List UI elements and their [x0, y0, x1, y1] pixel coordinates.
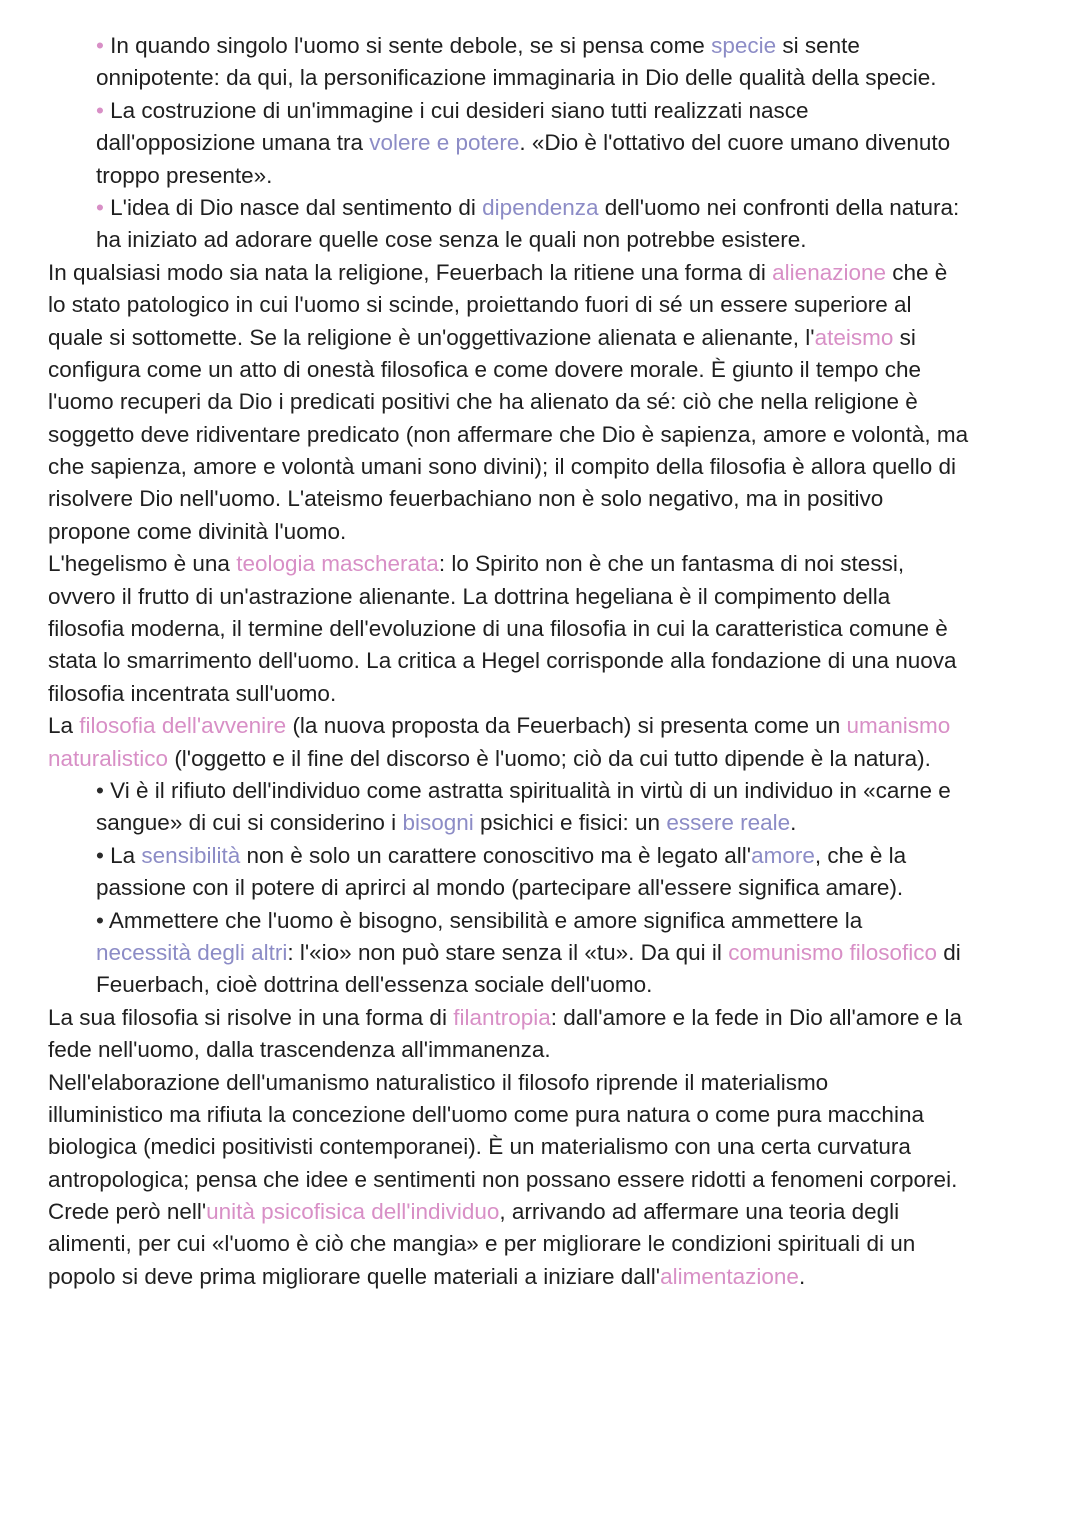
highlight-term: filosofia dell'avvenire [79, 713, 287, 739]
text-segment: . «Dio è l'ottativo del cuore umano divenuto [519, 130, 951, 156]
bullet-line [48, 775, 1032, 807]
document-body [48, 30, 1032, 1293]
highlight-term: necessità degli altri [96, 939, 288, 965]
highlight-term: specie [711, 33, 777, 58]
bullet-marker: • [96, 97, 111, 123]
highlight-term: alienazione [772, 259, 887, 285]
text-line [48, 1261, 1032, 1293]
text-segment: La sua filosofia si risolve in una forma di [48, 1004, 454, 1030]
text-segment: La costruzione di un'immagine i cui desideri siano tutti realizzati nasce [110, 97, 809, 123]
highlight-term: teologia mascherata [236, 551, 439, 577]
text-line [48, 613, 1032, 645]
text-line [48, 1067, 1032, 1099]
text-segment: L'idea di Dio nasce dal sentimento di [110, 194, 483, 220]
text-segment: stata lo smarrimento dell'uomo. La critica a Hegel corrisponde alla fondazione di una nuova [48, 648, 957, 674]
text-segment: quale si sottomette. Se la religione è un'oggettivazione alienata e alienante, l' [48, 324, 815, 350]
text-segment: dall'opposizione umana tra [96, 130, 370, 156]
text-segment: non è solo un carattere conoscitivo ma è legato all' [240, 842, 752, 868]
text-segment: (l'oggetto e il fine del discorso è l'uomo; ciò da cui tutto dipende è la natura). [168, 745, 931, 771]
text-segment: Ammettere che l'uomo è bisogno, sensibilità e amore significa ammettere la [108, 907, 863, 933]
highlight-term: essere reale [666, 810, 791, 836]
bullet-line [48, 30, 1032, 62]
text-segment: . [798, 1263, 806, 1289]
text-line [48, 257, 1032, 289]
text-line [48, 516, 1032, 548]
text-segment: Vi è il rifiuto dell'individuo come astratta spiritualità in virtù di un individuo in «carne e [110, 777, 951, 803]
text-line [48, 322, 1032, 354]
bullet-line [48, 840, 1032, 872]
text-line [48, 678, 1032, 710]
text-segment: ovvero il frutto di un'astrazione alienante. La dottrina hegeliana è il compimento della [48, 583, 891, 609]
text-segment: Crede però nell' [48, 1199, 207, 1225]
text-line [48, 1228, 1032, 1260]
text-segment: dell'uomo nei confronti della natura: [598, 194, 960, 220]
text-segment: passione con il potere di aprirci al mondo (partecipare all'essere significa amare). [96, 875, 904, 901]
text-segment: filosofia incentrata sull'uomo. [48, 680, 337, 706]
text-line [48, 1002, 1032, 1034]
text-segment: l'uomo recuperi da Dio i predicati positivi che ha alienato da sé: ciò che nella religione è [48, 389, 918, 415]
text-segment: Nell'elaborazione dell'umanismo naturalistico il filosofo riprende il materialismo [48, 1069, 829, 1095]
text-segment: configura come un atto di onestà filosofica e come dovere morale. È giunto il tempo che [48, 356, 921, 382]
text-segment: In qualsiasi modo sia nata la religione, Feuerbach la ritiene una forma di [48, 259, 773, 285]
text-segment: soggetto deve ridiventare predicato (non affermare che Dio è sapienza, amore e volontà, ma [48, 421, 969, 447]
text-segment: illuministico ma rifiuta la concezione dell'uomo come pura natura o come pura macchina [48, 1101, 924, 1127]
bullet-line [48, 95, 1032, 127]
text-segment: In quando singolo l'uomo si sente debole, se si pensa come [110, 33, 712, 58]
text-segment: biologica (medici positivisti contemporanei). È un materialismo con una certa curvatura [48, 1134, 911, 1160]
text-segment: (la nuova proposta da Feuerbach) si presenta come un [286, 713, 847, 739]
bullet-marker: • [96, 777, 111, 803]
text-segment: popolo si deve prima migliorare quelle materiali a iniziare dall' [48, 1263, 661, 1289]
highlight-term: ateismo [814, 324, 894, 350]
bullet-line [48, 62, 1032, 94]
bullet-line [48, 905, 1032, 937]
text-segment: , che è la [814, 842, 907, 868]
text-segment: sangue» di cui si considerino i [96, 810, 403, 836]
text-line [48, 419, 1032, 451]
text-segment: L'hegelismo è una [48, 551, 237, 577]
text-line [48, 548, 1032, 580]
text-line [48, 354, 1032, 386]
bullet-marker: • [96, 194, 111, 220]
bullet-line [48, 224, 1032, 256]
text-line [48, 710, 1032, 742]
highlight-term: dipendenza [482, 194, 599, 220]
highlight-term: comunismo filosofico [728, 939, 938, 965]
text-segment: psichici e fisici: un [473, 810, 667, 836]
highlight-term: filantropia [453, 1004, 551, 1030]
bullet-line [48, 872, 1032, 904]
text-segment: fede nell'uomo, dalla trascendenza all'immanenza. [48, 1037, 551, 1063]
bullet-marker: • [96, 842, 111, 868]
highlight-term: sensibilità [141, 842, 241, 868]
text-line [48, 645, 1032, 677]
bullet-line [48, 192, 1032, 224]
bullet-line [48, 127, 1032, 159]
text-segment: Feuerbach, cioè dottrina dell'essenza sociale dell'uomo. [96, 972, 653, 998]
highlight-term: umanismo [846, 713, 951, 739]
text-segment: propone come divinità l'uomo. [48, 518, 347, 544]
text-line [48, 1099, 1032, 1131]
highlight-term: unità psicofisica dell'individuo [206, 1199, 500, 1225]
text-segment: La [110, 842, 142, 868]
bullet-marker: • [96, 33, 111, 58]
text-segment: La [48, 713, 80, 739]
text-segment: si sente [776, 33, 860, 58]
text-segment: lo stato patologico in cui l'uomo si scinde, proiettando fuori di sé un essere superiore al [48, 292, 912, 318]
text-segment: si [893, 324, 916, 350]
text-line [48, 386, 1032, 418]
bullet-line [48, 937, 1032, 969]
highlight-term: amore [751, 842, 815, 868]
highlight-term: volere e potere [369, 130, 520, 156]
text-segment: troppo presente». [96, 162, 273, 188]
bullet-line [48, 969, 1032, 1001]
bullet-marker: • [96, 907, 109, 933]
text-line [48, 289, 1032, 321]
text-segment: : dall'amore e la fede in Dio all'amore e la [550, 1004, 963, 1030]
text-segment: . [790, 810, 797, 836]
text-segment: filosofia moderna, il termine dell'evoluzione di una filosofia in cui la caratteristica comune è [48, 616, 948, 642]
highlight-term: naturalistico [48, 745, 169, 771]
text-line [48, 483, 1032, 515]
text-segment: onnipotente: da qui, la personificazione immaginaria in Dio delle qualità della specie. [96, 65, 937, 91]
text-segment: : l'«io» non può stare senza il «tu». Da qui il [287, 939, 729, 965]
bullet-line [48, 807, 1032, 839]
text-line [48, 581, 1032, 613]
text-segment: : lo Spirito non è che un fantasma di noi stessi, [438, 551, 905, 577]
text-segment: che è [886, 259, 948, 285]
text-segment: risolvere Dio nell'uomo. L'ateismo feuerbachiano non è solo negativo, ma in positivo [48, 486, 884, 512]
bullet-line [48, 160, 1032, 192]
highlight-term: bisogni [402, 810, 474, 836]
text-segment: ha iniziato ad adorare quelle cose senza le quali non potrebbe esistere. [96, 227, 807, 253]
text-line [48, 1196, 1032, 1228]
text-line [48, 743, 1032, 775]
text-line [48, 1034, 1032, 1066]
text-line [48, 1131, 1032, 1163]
text-line [48, 451, 1032, 483]
text-segment: , arrivando ad affermare una teoria degli [499, 1199, 900, 1225]
text-segment: che sapienza, amore e volontà umani sono divini); il compito della filosofia è allora quello di [48, 454, 957, 480]
highlight-term: alimentazione [660, 1263, 799, 1289]
text-segment: alimenti, per cui «l'uomo è ciò che mangia» e per migliorare le condizioni spirituali di un [48, 1231, 916, 1257]
text-segment: di [937, 939, 961, 965]
text-line [48, 1164, 1032, 1196]
text-segment: antropologica; pensa che idee e sentimenti non possano essere ridotti a fenomeni corporei. [48, 1166, 958, 1192]
